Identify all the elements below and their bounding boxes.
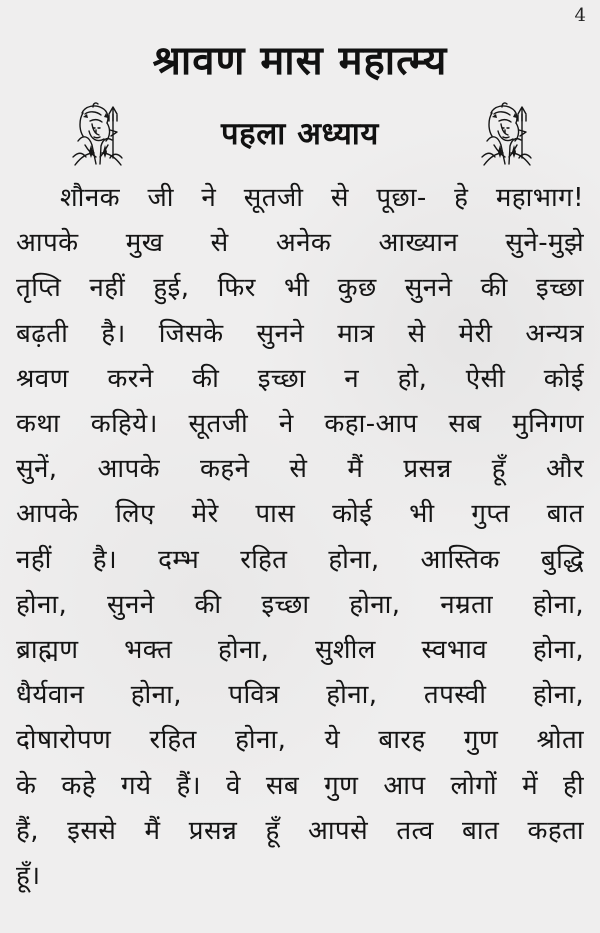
body-line: आपके लिए मेरे पास कोई भी गुप्त बात (16, 499, 584, 530)
body-line: आपके मुख से अनेक आख्यान सुने-मुझे (16, 228, 584, 259)
body-line: नहीं है। दम्भ रहित होना, आस्तिक बुद्धि (16, 544, 584, 575)
body-line: तृप्ति नहीं हुई, फिर भी कुछ सुनने की इच्छा (16, 273, 584, 304)
body-line: शौनक जी ने सूतजी से पूछा- हे महाभाग! (60, 183, 584, 213)
body-line: सुनें, आपके कहने से मैं प्रसन्न हूँ और (16, 454, 584, 485)
body-line: दोषारोपण रहित होना, ये बारह गुण श्रोता (16, 725, 584, 756)
body-line: के कहे गये हैं। वे सब गुण आप लोगों में ही (16, 770, 584, 801)
chapter-heading: पहला अध्याय (220, 116, 380, 152)
body-line: धैर्यवान होना, पवित्र होना, तपस्वी होना, (16, 680, 584, 711)
body-line: ब्राह्मण भक्त होना, सुशील स्वभाव होना, (16, 635, 584, 666)
body-line: हैं, इससे मैं प्रसन्न हूँ आपसे तत्व बात कहता (16, 815, 584, 846)
shiva-icon (474, 101, 540, 169)
body-line: हूँ। (16, 861, 41, 892)
page-number: 4 (574, 5, 586, 26)
chapter-body (16, 176, 584, 899)
body-line: कथा कहिये। सूतजी ने कहा-आप सब मुनिगण (16, 409, 584, 440)
body-line: होना, सुनने की इच्छा होना, नम्रता होना, (16, 589, 584, 620)
page-title: श्रावण मास महात्म्य (152, 38, 448, 84)
body-line: बढ़ती है। जिसके सुनने मात्र से मेरी अन्यत्र (16, 318, 584, 349)
body-line: श्रवण करने की इच्छा न हो, ऐसी कोई (16, 363, 584, 394)
